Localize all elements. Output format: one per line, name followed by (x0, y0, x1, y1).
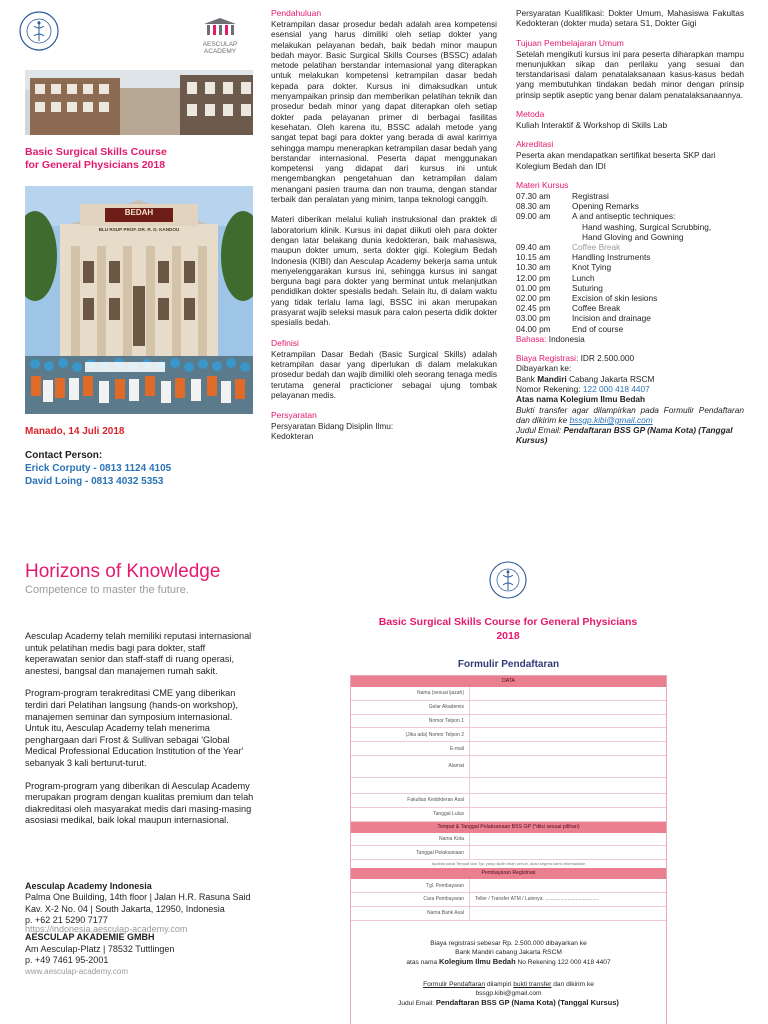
section-tempat-band: Tempat & Tanggal Pelaksanaan BSS GP (*diisi sesuai pilihan) (351, 822, 666, 833)
schedule-row (516, 191, 711, 201)
schedule-row (516, 324, 711, 334)
form-field-label: Gelar Akademis (428, 704, 464, 711)
form-field-row (351, 728, 666, 742)
form-field-row (351, 808, 666, 822)
instr-email[interactable]: bssgp.kibi@gmail.com (475, 989, 542, 997)
form-field-input[interactable] (469, 715, 666, 728)
schedule-time (516, 232, 572, 242)
metoda-text: Kuliah Interaktif & Workshop di Skills Lab (516, 120, 668, 131)
instr-line3-post: No Rekening 122 000 418 4407 (517, 958, 611, 966)
schedule-item: Hand Gloving and Gowning (582, 231, 684, 242)
form-field-label: Fakultas Kedokteran Asal (407, 797, 464, 804)
event-date: Manado, 14 Juli 2018 (25, 426, 125, 437)
schedule-row (516, 201, 711, 211)
schedule-time: 09.40 am (516, 241, 551, 252)
kibi-logo (18, 10, 60, 52)
bank-prefix: Bank (516, 373, 535, 384)
schedule-time: 02.00 pm (516, 293, 551, 303)
horizons-title: Horizons of Knowledge (25, 561, 221, 582)
instr-line3-bold: Kolegium Ilmu Bedah (438, 956, 516, 966)
schedule-item: Opening Remarks (572, 201, 639, 212)
schedule-time: 07.30 am (516, 190, 551, 201)
dibayarkan-text: Dibayarkan ke: (516, 363, 572, 374)
id-phone: p. +62 21 5290 7177 (25, 914, 108, 925)
pendahuluan-p1: Ketrampilan dasar prosedur bedah adalah area kompetensi esensial yang harus dimiliki oleh setiap dokter yang melakukan pelayanan bedah, baik bedah minor maupun bedah mayor. Basic Surgical Skills Courses (BSSC) adalah metode pelatihan berstandar internasional yang diterapkan untuk melakukan kompetensi ketrampilan dasar bedah kepada para dokter. Kursus ini dimaksudkan untuk menyampaikan prinsip dan memberikan pelatihan teknik dan prosedur bedah minor yang dapat diterapkan oleh setiap dokter pada pelayanan primer di berbagai fasilitas kesehatan. Oleh karena itu, BSSC adalah metode yang sangat tepat bagi para dokter yang berada di awal karirnya sehingga mampu menerapkan ketrampilan dasar bedah yang berstandar internasional. Peserta dapat menggunakan kompetensi yang didapat dari kursus ini untuk mengembangkan pengetahuan dan ketrampilan dalam menangani pasien trauma dan non trauma, dengan standar terbaik dan peralatan yang minim, tanpa teknologi canggih. (271, 19, 498, 205)
form-field-input[interactable]: Teller / Transfer ATM / Lainnya: ...................................... (469, 893, 666, 906)
registration-form (350, 675, 667, 1024)
schedule-row (516, 273, 711, 283)
schedule-table (516, 191, 711, 334)
bahasa-value: Indonesia (548, 333, 585, 344)
form-field-input[interactable] (469, 687, 666, 700)
form-field-row (351, 701, 666, 715)
tujuan-heading: Tujuan Pembelajaran Umum (516, 37, 624, 48)
academy-logo-line2: ACADEMY (203, 48, 237, 55)
form-field-input[interactable] (469, 879, 666, 892)
form-field-input[interactable] (469, 794, 666, 807)
fields-data (351, 687, 666, 822)
fields-pembayaran (351, 879, 666, 920)
right-column (516, 8, 744, 446)
academy-about (25, 631, 255, 827)
form-field-row (351, 893, 666, 907)
schedule-time: 01.00 pm (516, 282, 551, 293)
contact-heading: Contact Person: (25, 450, 103, 461)
form-field-row (351, 715, 666, 729)
rekening-line (516, 384, 744, 394)
kualifikasi-text: Persyaratan Kualifikasi: Dokter Umum, Mahasiswa Fakultas Kedokteran (dokter muda) setara S1, Dokter Gigi (516, 8, 744, 29)
persyaratan-line2: Kedokteran (271, 431, 314, 442)
schedule-item: End of course (572, 323, 624, 334)
form-field-input[interactable] (469, 833, 666, 846)
schedule-row (516, 222, 711, 232)
pendahuluan-heading: Pendahuluan (271, 8, 322, 18)
instr-line4-pre: Formulir Pendaftaran (423, 980, 486, 988)
judul-value: Pendaftaran BSS GP (Nama Kota) (Tanggal Kursus) (516, 425, 733, 446)
form-field-label: Nomor Telpon 1 (428, 717, 464, 724)
academy-addresses (25, 881, 260, 978)
cover-title-line1: Basic Surgical Skills Course (25, 146, 167, 158)
form-field-label: (Jika ada) Nomor Telpon 2 (405, 731, 464, 738)
de-url[interactable]: www.aesculap-academy.com (25, 967, 129, 977)
form-field-label: Tanggal Lulus (433, 811, 464, 818)
form-field-label: Nama Bank Asal (427, 910, 464, 917)
form-field-input[interactable] (469, 728, 666, 741)
form-field-input[interactable] (469, 808, 666, 821)
persyaratan-heading: Persyaratan (271, 410, 317, 421)
akreditasi-heading: Akreditasi (516, 139, 554, 150)
schedule-item: Registrasi (572, 190, 609, 201)
schedule-item: Hand washing, Surgical Scrubbing, (582, 221, 712, 232)
id-name: Aesculap Academy Indonesia (25, 881, 152, 891)
academy-columns-icon (202, 18, 238, 36)
form-field-row (351, 687, 666, 701)
bank-branch: Cabang Jakarta RSCM (569, 373, 655, 384)
bahasa-label: Bahasa: (516, 333, 547, 344)
form-field-row (351, 907, 666, 921)
form-field-input[interactable] (469, 907, 666, 920)
about-para1: Aesculap Academy telah memiliki reputasi internasional untuk pelatihan medis bagi para dokter, staff keperawatan senior dan staff-staff di ruang operasi, anestesi, bangsal dan manajemen rumah sakit. (25, 631, 252, 676)
instr-line4-u: bukti transfer (513, 980, 552, 988)
instr-line3-pre: atas nama (406, 958, 438, 966)
schedule-time: 02.45 pm (516, 303, 551, 314)
schedule-row (516, 211, 711, 221)
form-field-label: Nama (sesuai ijazah) (417, 690, 464, 697)
bukti-line (516, 405, 744, 426)
form-field-input[interactable] (469, 778, 666, 793)
definisi-heading: Definisi (271, 337, 299, 348)
building-sign: BEDAH (124, 208, 154, 217)
bedah-building-photo (25, 186, 253, 414)
id-addr2: Kav. X-2 No. 04 | South Jakarta, 12950, Indonesia (25, 903, 225, 914)
schedule-row (516, 232, 711, 242)
rekening-value: 122 000 418 4407 (582, 384, 650, 394)
form-field-input[interactable] (469, 846, 666, 859)
instr-line6 (351, 998, 666, 1008)
form-field-label: Tgl. Pembayaran (425, 882, 464, 889)
aesculap-logo (190, 18, 250, 60)
about-para2: Program-program terakreditasi CME yang diberikan terdiri dari Pelatihan langsung (hands-on workshop), manajemen seminar dan symposium internasional. Untuk itu, Aesculap Academy telah menerima penghargaan dari Frost & Sullivan sebagai 'Global Medical Professional Education Institution of the Year' sebanyak 3 kali berturut-turut. (25, 688, 244, 768)
form-kibi-logo (488, 560, 528, 600)
form-field-row (351, 742, 666, 756)
instr-line1: Biaya registrasi sebesar Rp. 2.500.000 dibayarkan ke (430, 939, 587, 947)
bank-line (516, 374, 744, 384)
middle-column (271, 8, 497, 442)
materi-heading: Materi Kursus (516, 179, 569, 190)
cover-title (25, 146, 167, 172)
form-field-row (351, 778, 666, 794)
form-course-title-line2: 2018 (496, 630, 520, 642)
section-data-band: DATA (351, 676, 666, 687)
definisi-text: Ketrampilan Dasar Bedah (Basic Surgical Skills) adalah ketrampilan dasar yang diperlukan di dalam melakukan prosedur bedah dan wajib dimiliki oleh seorang tenaga medis terutama general practicioner sebagai ujung tombak pelayanan medis. (271, 348, 497, 400)
form-field-row (351, 756, 666, 778)
contact-list (25, 463, 171, 488)
schedule-time: 10.15 am (516, 252, 551, 263)
academy-logo-line1: AESCULAP (202, 41, 238, 48)
form-instructions (351, 939, 666, 1008)
schedule-item: Handling Instruments (572, 252, 651, 263)
schedule-row (516, 252, 711, 262)
schedule-time: 04.00 pm (516, 323, 551, 334)
form-title: Formulir Pendaftaran (457, 659, 560, 670)
instr-line3 (351, 957, 666, 967)
building-subsign: BLU RSUP PROF. DR. R. D. KANDOU (98, 227, 180, 232)
schedule-time (516, 222, 572, 232)
cover-photo-top (25, 70, 253, 135)
form-field-label: Nama Kota (438, 835, 464, 842)
instr-line4 (351, 980, 666, 989)
form-field-row (351, 879, 666, 893)
form-field-row (351, 833, 666, 847)
schedule-time: 08.30 am (516, 201, 551, 212)
cover-title-line2: for General Physicians 2018 (25, 159, 166, 171)
schedule-row (516, 262, 711, 272)
section-pembayaran-band: Pembayaran Registrasi (351, 868, 666, 879)
schedule-item: Lunch (572, 272, 595, 283)
atas-nama: Atas nama Kolegium Ilmu Bedah (516, 394, 646, 405)
form-field-label: Alamat (448, 763, 464, 770)
form-field-input[interactable] (469, 742, 666, 755)
biaya-label: Biaya Registrasi: (516, 353, 579, 364)
schedule-item: Suturing (572, 282, 603, 293)
form-field-input[interactable] (469, 701, 666, 714)
instr-line4-post: dan dikirim ke (553, 980, 594, 988)
about-para3: Program-program yang diberikan di Aesculap Academy merupakan program dengan kualitas premium dan telah diakreditasi oleh masyarakat medis dari masing-masing asosiasi medikal, baik lokal maupun internasional. (25, 780, 254, 826)
kibi-seal-icon (488, 560, 528, 600)
bahasa-line (516, 334, 744, 344)
schedule-row (516, 313, 711, 323)
schedule-time: 10.30 am (516, 262, 551, 273)
persyaratan-line1: Persyaratan Bidang Disiplin Ilmu: (271, 421, 394, 432)
biaya-value: IDR 2.500.000 (580, 353, 635, 364)
schedule-item: Coffee Break (572, 303, 621, 314)
schedule-time: 09.00 am (516, 211, 551, 222)
schedule-row (516, 293, 711, 303)
schedule-item: Incision and drainage (572, 313, 651, 324)
form-field-label: E-mail (449, 745, 464, 752)
horizons-subtitle: Competence to master the future. (25, 584, 189, 596)
id-url[interactable]: https://indonesia.aesculap-academy.com (25, 924, 188, 935)
metoda-heading: Metoda (516, 109, 545, 120)
biaya-line (516, 353, 744, 363)
form-course-title-line1: Basic Surgical Skills Course for General Physicians (378, 616, 638, 628)
instr-line4-mid: dilampiri (486, 980, 512, 988)
schedule-row (516, 303, 711, 313)
email-link[interactable]: bssgp.kibi@gmail.com (569, 414, 653, 425)
schedule-item: A and antiseptic techniques: (572, 211, 676, 222)
schedule-time: 03.00 pm (516, 313, 551, 324)
de-addr: Am Aesculap-Platz | 78532 Tuttlingen (25, 943, 175, 954)
rekening-label: Nomor Rekening: (516, 384, 581, 394)
judul-line (516, 425, 744, 446)
instr-line6-bold: Pendaftaran BSS GP (Nama Kota) (Tanggal Kursus) (435, 997, 619, 1007)
contact-erick: Erick Corputy - 0813 1124 4105 (25, 463, 172, 474)
schedule-item: Knot Tying (572, 262, 612, 273)
akreditasi-text: Peserta akan mendapatkan sertifikat beserta SKP dari Kolegium Bedah dan IDI (516, 150, 716, 171)
judul-label: Judul Email: (516, 425, 562, 436)
tujuan-text: Setelah mengikuti kursus ini para peserta diharapkan mampu menunjukkan sikap dan perilaku yang sesuai dan terstandarisasi dalam penatalaksanaan kasus-kasus bedah yang membutuhkan tindakan bedah minor dengan prinsip prinsip septik aseptic yang benar dalam penatalaksanaannya. (516, 48, 744, 100)
form-field-input[interactable] (469, 756, 666, 777)
instr-line2: Bank Mandiri cabang Jakarta RSCM (455, 948, 562, 956)
schedule-item: Excision of skin lesions (572, 293, 658, 303)
id-addr1: Palma One Building, 14th floor | Jalan H.R. Rasuna Said (25, 892, 251, 903)
contact-david: David Loing - 0813 4032 5353 (25, 475, 164, 487)
form-course-title (340, 615, 676, 643)
instr-line6-pre: Judul Email: (398, 999, 434, 1007)
bank-name: Mandiri (537, 373, 567, 384)
schedule-row (516, 283, 711, 293)
schedule-time: 12.00 pm (516, 272, 551, 283)
form-field-label: Tanggal Pelaksanaan (416, 849, 464, 856)
de-name: AESCULAP AKADEMIE GMBH (25, 932, 155, 943)
form-field-row (351, 794, 666, 808)
kibi-seal-icon (18, 10, 60, 52)
schedule-row (516, 242, 711, 252)
tempat-note: Apabila pada Tempat dan Tgl. yang dipilih telah penuh, akan segera kami informasikan (431, 861, 586, 867)
fields-tempat (351, 833, 666, 861)
de-phone: p. +49 7461 95-2001 (25, 955, 109, 966)
pendahuluan-p2: Materi diberikan melalui kuliah instruksional dan praktek di laboratorium klinik. Kursus ini dapat diikuti oleh para dokter dengan latar belakang dunia kedokteran, baik mahasiswa, maupun dokter umum, serta dokter gigi. Kolegium Bedah Indonesia (KIBI) dan Aesculap Academy bekerja sama untuk menyelenggarakan kursus ini, sehingga kursus ini sangat berguna bagi para dokter yang berminat untuk melanjutkan pendidikan dokter spesialis bedah. Selain itu, di dalam waktu yang tidak terlalu lama lagi, BSSC ini akan merupakan prasyarat wajib seleksi masuk para calon peserta didik dokter spesialis bedah. (271, 214, 497, 328)
bukti-text: Bukti transfer agar dilampirkan pada Formulir Pendaftaran dan dikirim ke (516, 404, 744, 425)
form-field-label: Cara Pembayaran (423, 896, 464, 903)
schedule-item: Coffee Break (572, 241, 621, 252)
form-field-row (351, 846, 666, 860)
